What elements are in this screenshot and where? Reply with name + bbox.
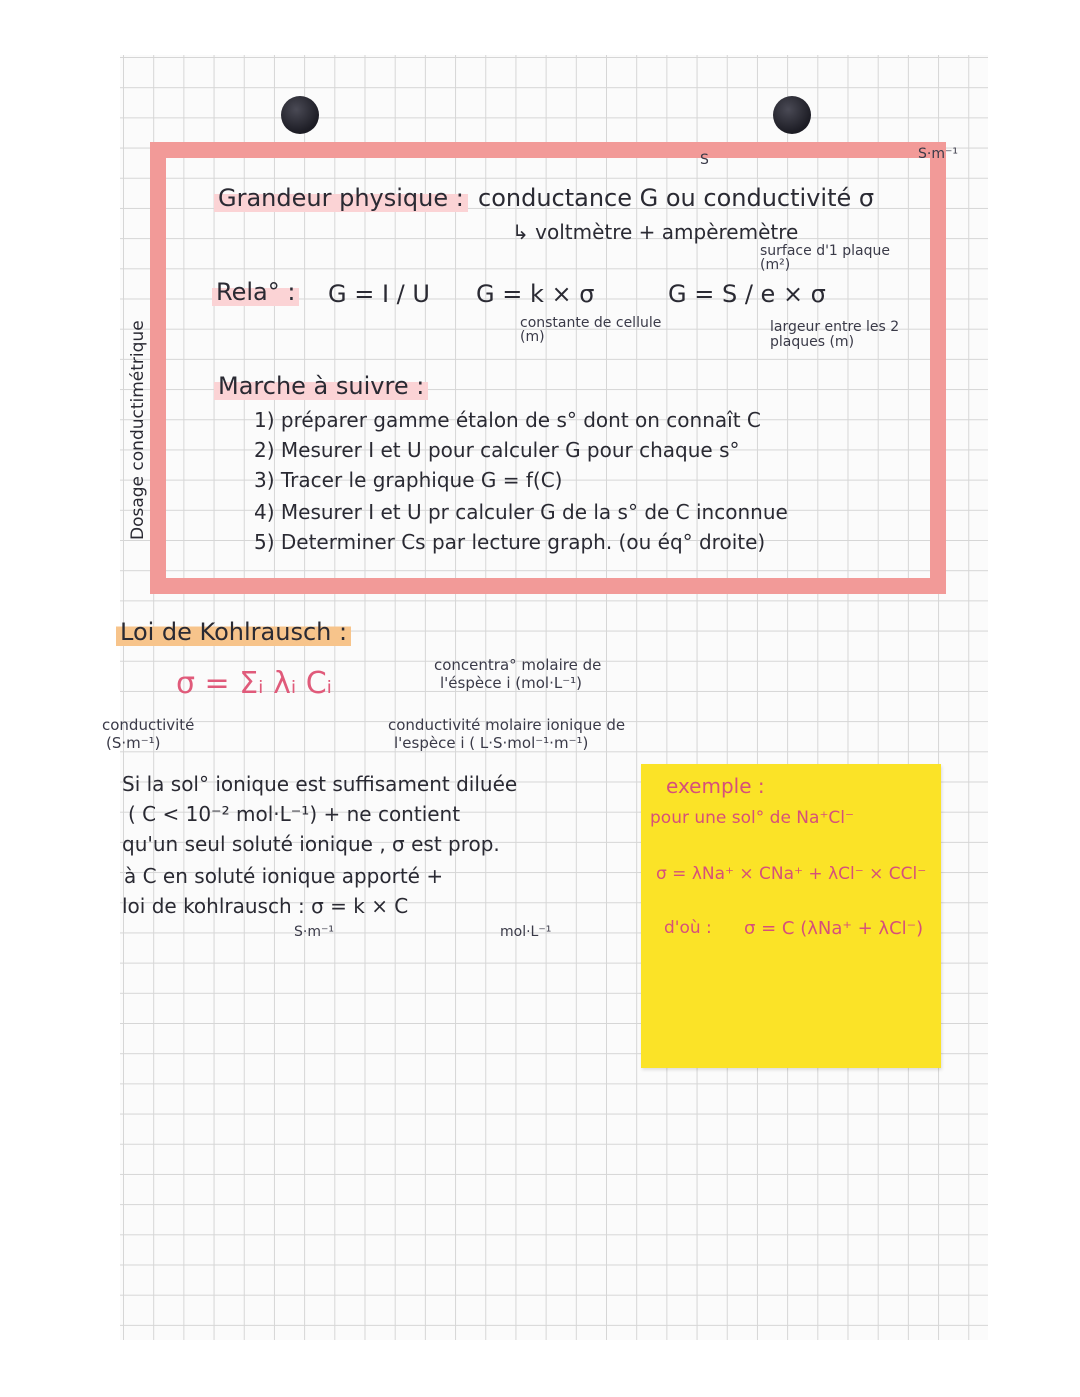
- step-1: 1) préparer gamme étalon de s° dont on connaît C: [254, 408, 761, 432]
- unit-k-note: S·m⁻¹: [294, 924, 334, 940]
- unit-c-note: mol·L⁻¹: [500, 924, 552, 940]
- example-title: exemple :: [666, 774, 765, 798]
- sigma-note-2: (S·m⁻¹): [106, 734, 161, 752]
- kohlrausch-para-3: qu'un seul soluté ionique , σ est prop.: [122, 832, 500, 856]
- conc-note-1: concentra° molaire de: [434, 656, 602, 674]
- kohlrausch-title: Loi de Kohlrausch :: [116, 618, 351, 646]
- example-line-1: pour une sol° de Na⁺Cl⁻: [650, 808, 854, 828]
- relation-3-bottom-note: largeur entre les 2 plaques (m): [770, 319, 900, 350]
- lambda-note-2: l'espèce i ( L·S·mol⁻¹·m⁻¹): [394, 734, 589, 752]
- sigma-note-1: conductivité: [102, 716, 195, 734]
- relation-2-note: constante de cellule (m): [520, 315, 662, 345]
- relation-3: G = S / e × σ: [668, 280, 826, 308]
- marche-label: Marche à suivre :: [214, 372, 428, 400]
- instruments: ↳ voltmètre + ampèremètre: [512, 220, 799, 244]
- step-4: 4) Mesurer I et U pr calculer G de la s° de C inconnue: [254, 500, 788, 524]
- lambda-note-1: conductivité molaire ionique de: [388, 716, 626, 734]
- unit-sm-note: S·m⁻¹: [918, 146, 958, 162]
- example-line-2: σ = λNa⁺ × CNa⁺ + λCl⁻ × CCl⁻: [656, 864, 927, 884]
- side-label: Dosage conductimétrique: [128, 320, 148, 540]
- binder-hole-right: [773, 96, 811, 134]
- grandeur-label: Grandeur physique :: [214, 184, 468, 212]
- example-line-3-prefix: d'où :: [664, 918, 712, 938]
- step-3: 3) Tracer le graphique G = f(C): [254, 468, 563, 492]
- kohlrausch-para-5: loi de kohlrausch : σ = k × C: [122, 894, 409, 918]
- grandeur-value: conductance G ou conductivité σ: [478, 184, 875, 212]
- relation-1: G = I / U: [328, 280, 430, 308]
- rela-label: Rela° :: [212, 278, 299, 306]
- kohlrausch-para-1: Si la sol° ionique est suffisament diluée: [122, 772, 518, 796]
- kohlrausch-para-4: à C en soluté ionique apporté +: [124, 864, 444, 888]
- unit-s-note: S: [700, 152, 709, 168]
- example-line-3: σ = C (λNa⁺ + λCl⁻): [744, 918, 924, 939]
- step-2: 2) Mesurer I et U pour calculer G pour chaque s°: [254, 438, 740, 462]
- binder-hole-left: [281, 96, 319, 134]
- kohlrausch-para-2: ( C < 10⁻² mol·L⁻¹) + ne contient: [128, 802, 461, 826]
- kohlrausch-formula: σ = Σᵢ λᵢ Cᵢ: [176, 666, 333, 701]
- relation-2: G = k × σ: [476, 280, 595, 308]
- relation-3-top-note: surface d'1 plaque (m²): [760, 243, 891, 273]
- step-5: 5) Determiner Cs par lecture graph. (ou éq° droite): [254, 530, 766, 554]
- conc-note-2: l'éspèce i (mol·L⁻¹): [440, 674, 582, 692]
